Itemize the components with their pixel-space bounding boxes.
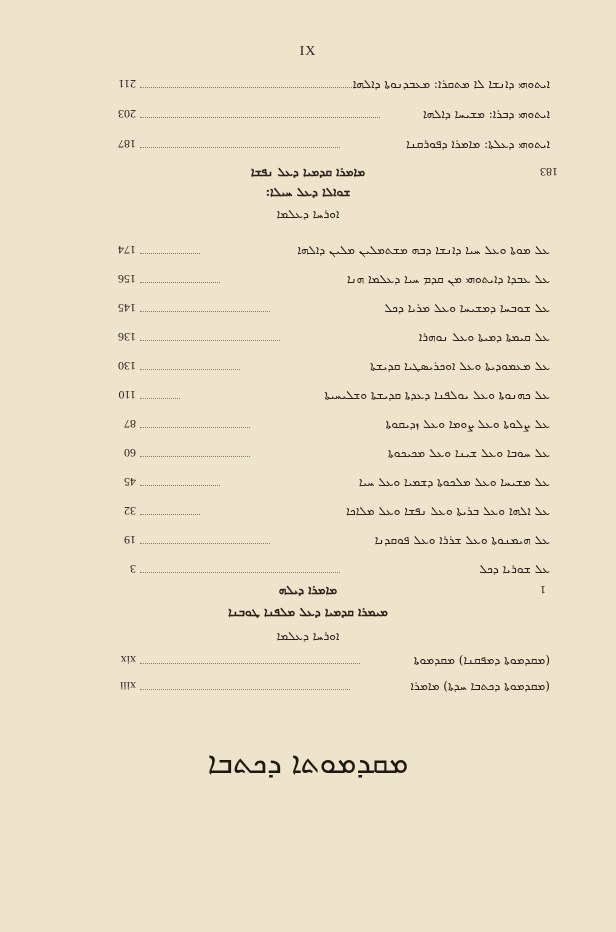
dot-leader <box>140 572 340 573</box>
toc-page-number: 110 <box>118 388 136 402</box>
toc-page-number: 19 <box>124 533 136 547</box>
section-heading: ܡܐܡܪܐ ܕܝܠܗ <box>278 583 338 597</box>
toc-page-number: xix <box>120 653 136 667</box>
toc-entry <box>88 325 550 349</box>
toc-entry-label: ܥܠ ܚܘܒܐ ܘܥܠ ܫܝܢܐ ܘܥܠ ܡܟܝܟܘܬܐ <box>388 446 550 460</box>
footer-title: ܡܩܕܡܘܬܐ ܕܟܬܒܐ <box>207 746 409 781</box>
toc-entry <box>88 354 550 378</box>
toc-page-number: xiii <box>119 679 136 693</box>
toc-entry-label: ܥܠ ܡܘܬܐ ܘܥܠ ܚܝܐ ܕܐܢܫܐ ܕܒܗ ܡܫܬܡܠܝܢ ܡܠܝܢ ܕܐܠܗܐ <box>297 243 550 257</box>
toc-entry <box>88 296 550 320</box>
toc-entry <box>88 72 550 96</box>
toc-entry-label: ܥܠ ܟܗܢܘܬܐ ܘܥܠ ܝܘܠܦܢܐ ܕܥܕܬܐ ܩܕܝܫܬܐ ܘܫܠܝܚܝܬܐ <box>324 388 550 402</box>
toc-page-number: 174 <box>118 243 136 257</box>
toc-page-number: 187 <box>118 137 136 151</box>
dot-leader <box>140 689 350 690</box>
section-page-number: 1 <box>540 583 546 597</box>
toc-entry-label: ܥܠ ܨܠܘܬܐ ܘܥܠ ܨܘܡܐ ܘܥܠ ܙܕܝܩܘܬܐ <box>385 417 550 431</box>
table-of-contents <box>0 70 616 710</box>
toc-entry <box>88 267 550 291</box>
toc-entry <box>88 441 550 465</box>
toc-entry-label: ܥܠ ܥܒܕܐ ܕܐܝܬܘܗܝ ܡܢ ܩܕܡ ܚܝܐ ܕܥܠܡܐ ܗܢܐ <box>347 272 550 286</box>
toc-page-number: 211 <box>118 77 136 91</box>
toc-entry <box>88 412 550 436</box>
section-page-number: 183 <box>540 165 558 179</box>
toc-entry <box>88 499 550 523</box>
toc-page-number: 136 <box>118 330 136 344</box>
dot-leader <box>140 117 380 118</box>
dot-leader <box>140 485 220 486</box>
toc-page-number: 203 <box>118 107 136 121</box>
toc-entry-label: ܥܠ ܐܠܗܐ ܘܥܠ ܒܪܝܬܐ ܘܥܠ ܢܦܫܐ ܘܥܠ ܡܠܐܟܐ <box>346 504 550 518</box>
toc-entry <box>88 383 550 407</box>
toc-entry-label: (ܡܩܕܡܘܬܐ ܕܡܦܩܢܐ) ܡܩܕܡܘܬܐ <box>413 653 550 667</box>
dot-leader <box>140 543 270 544</box>
dot-leader <box>140 340 280 341</box>
section-subheading: ܐܘܪܚܐ ܕܥܠܡܐ <box>276 207 340 221</box>
dot-leader <box>140 147 340 148</box>
toc-entry <box>88 557 550 581</box>
dot-leader <box>140 282 220 283</box>
toc-entry <box>88 132 550 156</box>
toc-page-number: 32 <box>124 504 136 518</box>
toc-entry <box>88 470 550 494</box>
toc-entry-label: ܥܠ ܫܘܒܚܐ ܕܡܫܝܚܐ ܘܥܠ ܡܪܝܐ ܕܟܠ <box>384 301 550 315</box>
toc-entry-label: ܥܠ ܡܥܡܘܕܝܬܐ ܘܥܠ ܐܘܟܪܝܣܛܝܐ ܩܕܝܫܬܐ <box>370 359 550 373</box>
toc-entry <box>88 674 550 698</box>
toc-page-number: 87 <box>124 417 136 431</box>
toc-entry-label: ܐܝܬܘܗܝ ܕܒܪܐ: ܡܫܝܚܐ ܕܐܠܗܐ <box>422 107 550 121</box>
toc-entry <box>88 102 550 126</box>
toc-entry <box>88 238 550 262</box>
toc-page-number: 156 <box>118 272 136 286</box>
toc-entry-label: ܥܠ ܗܝܡܢܘܬܐ ܘܥܠ ܫܪܪܐ ܘܥܠ ܦܘܩܕܢܐ <box>374 533 550 547</box>
toc-entry <box>88 648 550 672</box>
dot-leader <box>140 427 250 428</box>
toc-entry-label: (ܡܩܕܡܘܬܐ ܕܟܬܒܐ ܚܕܬܐ) ܡܐܡܪܐ <box>410 679 550 693</box>
toc-page-number: 45 <box>124 475 136 489</box>
toc-page-number: 3 <box>130 562 136 576</box>
toc-entry-label: ܥܠ ܡܫܝܚܐ ܘܥܠ ܡܠܟܘܬܐ ܕܫܡܝܐ ܘܥܠ ܚܝܐ <box>358 475 550 489</box>
dot-leader <box>140 514 200 515</box>
toc-entry-label: ܥܠ ܩܝܡܬܐ ܕܡܝܬܐ ܘܥܠ ܢܘܗܪܐ <box>418 330 550 344</box>
dot-leader <box>140 663 360 664</box>
section-subheading: ܡܝܡܪܐ ܩܕܡܝܐ ܕܥܠ ܡܠܦܢܐ ܛܘܒܢܐ <box>228 605 388 619</box>
dot-leader <box>140 87 360 88</box>
toc-entry-label: ܐܝܬܘܗܝ ܕܥܠܬܐ: ܡܐܡܪܐ ܕܦܘܪܩܢܐ <box>406 137 550 151</box>
dot-leader <box>140 311 270 312</box>
dot-leader <box>140 456 250 457</box>
toc-page-number: 130 <box>118 359 136 373</box>
toc-entry-label: ܥܠ ܫܘܪܝܐ ܕܟܠ <box>479 562 550 576</box>
section-heading: ܡܐܡܪܐ ܩܕܡܝܐ ܕܥܠ ܢܦܫܐ <box>250 165 366 179</box>
toc-entry <box>88 528 550 552</box>
toc-entry-label: ܐܝܬܘܗܝ ܕܐܢܫܐ ܠܐ ܡܬܩܪܐ: ܡܥܒܕܢܘܬܐ ܕܐܠܗܐ <box>352 77 550 91</box>
dot-leader <box>140 253 200 254</box>
toc-page-number: 60 <box>124 446 136 460</box>
toc-page-number: 145 <box>118 301 136 315</box>
dot-leader <box>140 398 180 399</box>
section-subheading: ܫܘܐܠܐ ܕܥܠ ܚܝܠܐ: <box>265 185 351 199</box>
section-subheading: ܐܘܪܚܐ ܕܥܠܡܐ <box>276 629 340 643</box>
page-number: IX <box>299 44 317 59</box>
dot-leader <box>140 369 240 370</box>
